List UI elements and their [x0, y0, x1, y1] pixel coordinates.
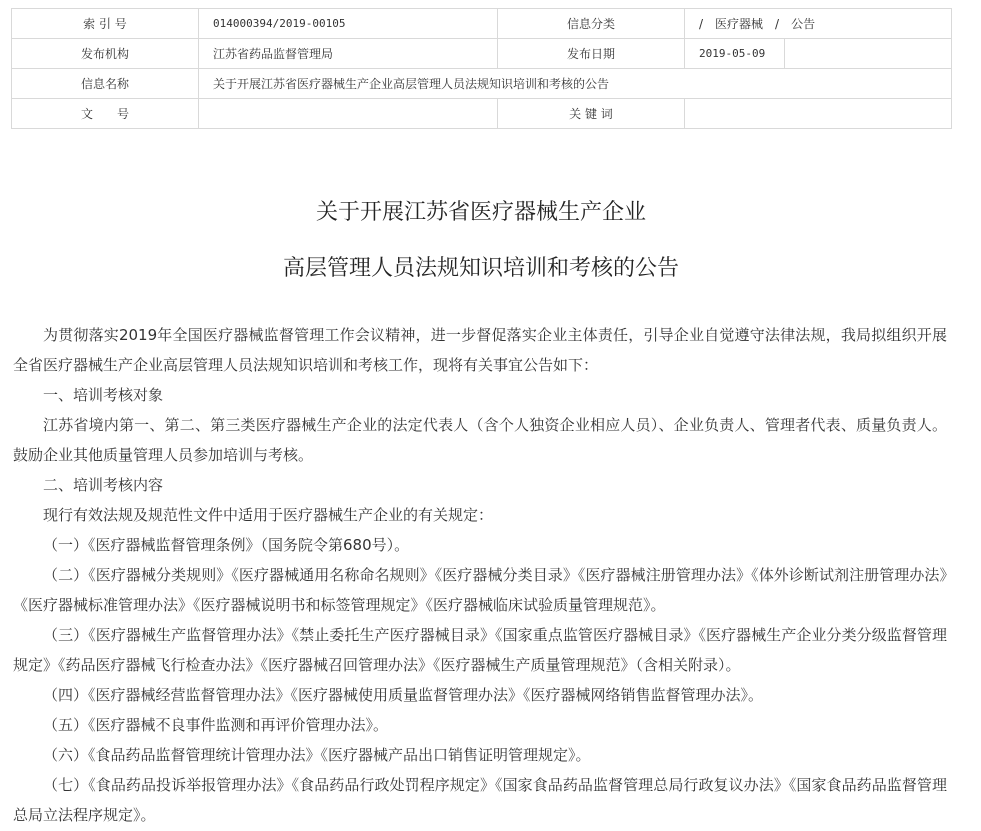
index-label: 索 引 号 [12, 9, 199, 39]
article-title-line1: 关于开展江苏省医疗器械生产企业 [315, 200, 646, 225]
list-item: （三）《医疗器械生产监督管理办法》《禁止委托生产医疗器械目录》《国家重点监管医疗器械目录》《医疗器械生产企业分类分级监督管理规定》《药品医疗器械飞行检查办法》《医疗器械召回管理办法》《医疗器械生产质量管理规范》（含相关附录）。 [13, 626, 947, 674]
info-row-index [12, 9, 952, 39]
doc-no-label: 文 号 [12, 99, 199, 129]
info-table [11, 8, 952, 129]
list-item: （一）《医疗器械监督管理条例》（国务院令第680号）。 [43, 536, 410, 554]
paragraph: 现行有效法规及规范性文件中适用于医疗器械生产企业的有关规定： [43, 506, 494, 524]
list-item: （五）《医疗器械不良事件监测和再评价管理办法》。 [43, 716, 389, 734]
article-body [13, 320, 947, 830]
doc-no-value [199, 99, 498, 129]
section-heading: 一、培训考核对象 [43, 386, 164, 404]
list-item: （二）《医疗器械分类规则》《医疗器械通用名称命名规则》《医疗器械分类目录》《医疗器械注册管理办法》《体外诊断试剂注册管理办法》《医疗器械标准管理办法》《医疗器械说明书和标签管理规定》《医疗器械临床试验质量管理规范》。 [13, 566, 947, 614]
section-heading: 二、培训考核内容 [43, 476, 164, 494]
date-value: 2019-05-09 [685, 39, 785, 69]
empty-cell [785, 39, 952, 69]
paragraph: 江苏省境内第一、第二、第三类医疗器械生产企业的法定代表人（含个人独资企业相应人员）、企业负责人、管理者代表、质量负责人。鼓励企业其他质量管理人员参加培训与考核。 [13, 416, 947, 464]
info-row-name [12, 69, 952, 99]
category-label: 信息分类 [498, 9, 685, 39]
publisher-value: 江苏省药品监督管理局 [199, 39, 498, 69]
keyword-label: 关 键 词 [498, 99, 685, 129]
publisher-label: 发布机构 [12, 39, 199, 69]
article-title-line2: 高层管理人员法规知识培训和考核的公告 [282, 256, 679, 281]
name-value: 关于开展江苏省医疗器械生产企业高层管理人员法规知识培训和考核的公告 [199, 69, 952, 99]
date-label: 发布日期 [498, 39, 685, 69]
list-item: （四）《医疗器械经营监督管理办法》《医疗器械使用质量监督管理办法》《医疗器械网络销售监督管理办法》。 [43, 686, 764, 704]
index-value: 014000394/2019-00105 [199, 9, 498, 39]
info-row-publisher [12, 39, 952, 69]
paragraph: 为贯彻落实2019年全国医疗器械监督管理工作会议精神，进一步督促落实企业主体责任，引导企业自觉遵守法律法规，我局拟组织开展全省医疗器械生产企业高层管理人员法规知识培训和考核工作，现将有关事宜公告如下： [13, 326, 947, 374]
keyword-value [685, 99, 952, 129]
list-item: （六）《食品药品监督管理统计管理办法》《医疗器械产品出口销售证明管理规定》。 [43, 746, 591, 764]
name-label: 信息名称 [12, 69, 199, 99]
category-value: / 医疗器械 / 公告 [685, 9, 952, 39]
info-row-docno [12, 99, 952, 129]
list-item: （七）《食品药品投诉举报管理办法》《食品药品行政处罚程序规定》《国家食品药品监督管理总局行政复议办法》《国家食品药品监督管理总局立法程序规定》。 [13, 776, 947, 824]
